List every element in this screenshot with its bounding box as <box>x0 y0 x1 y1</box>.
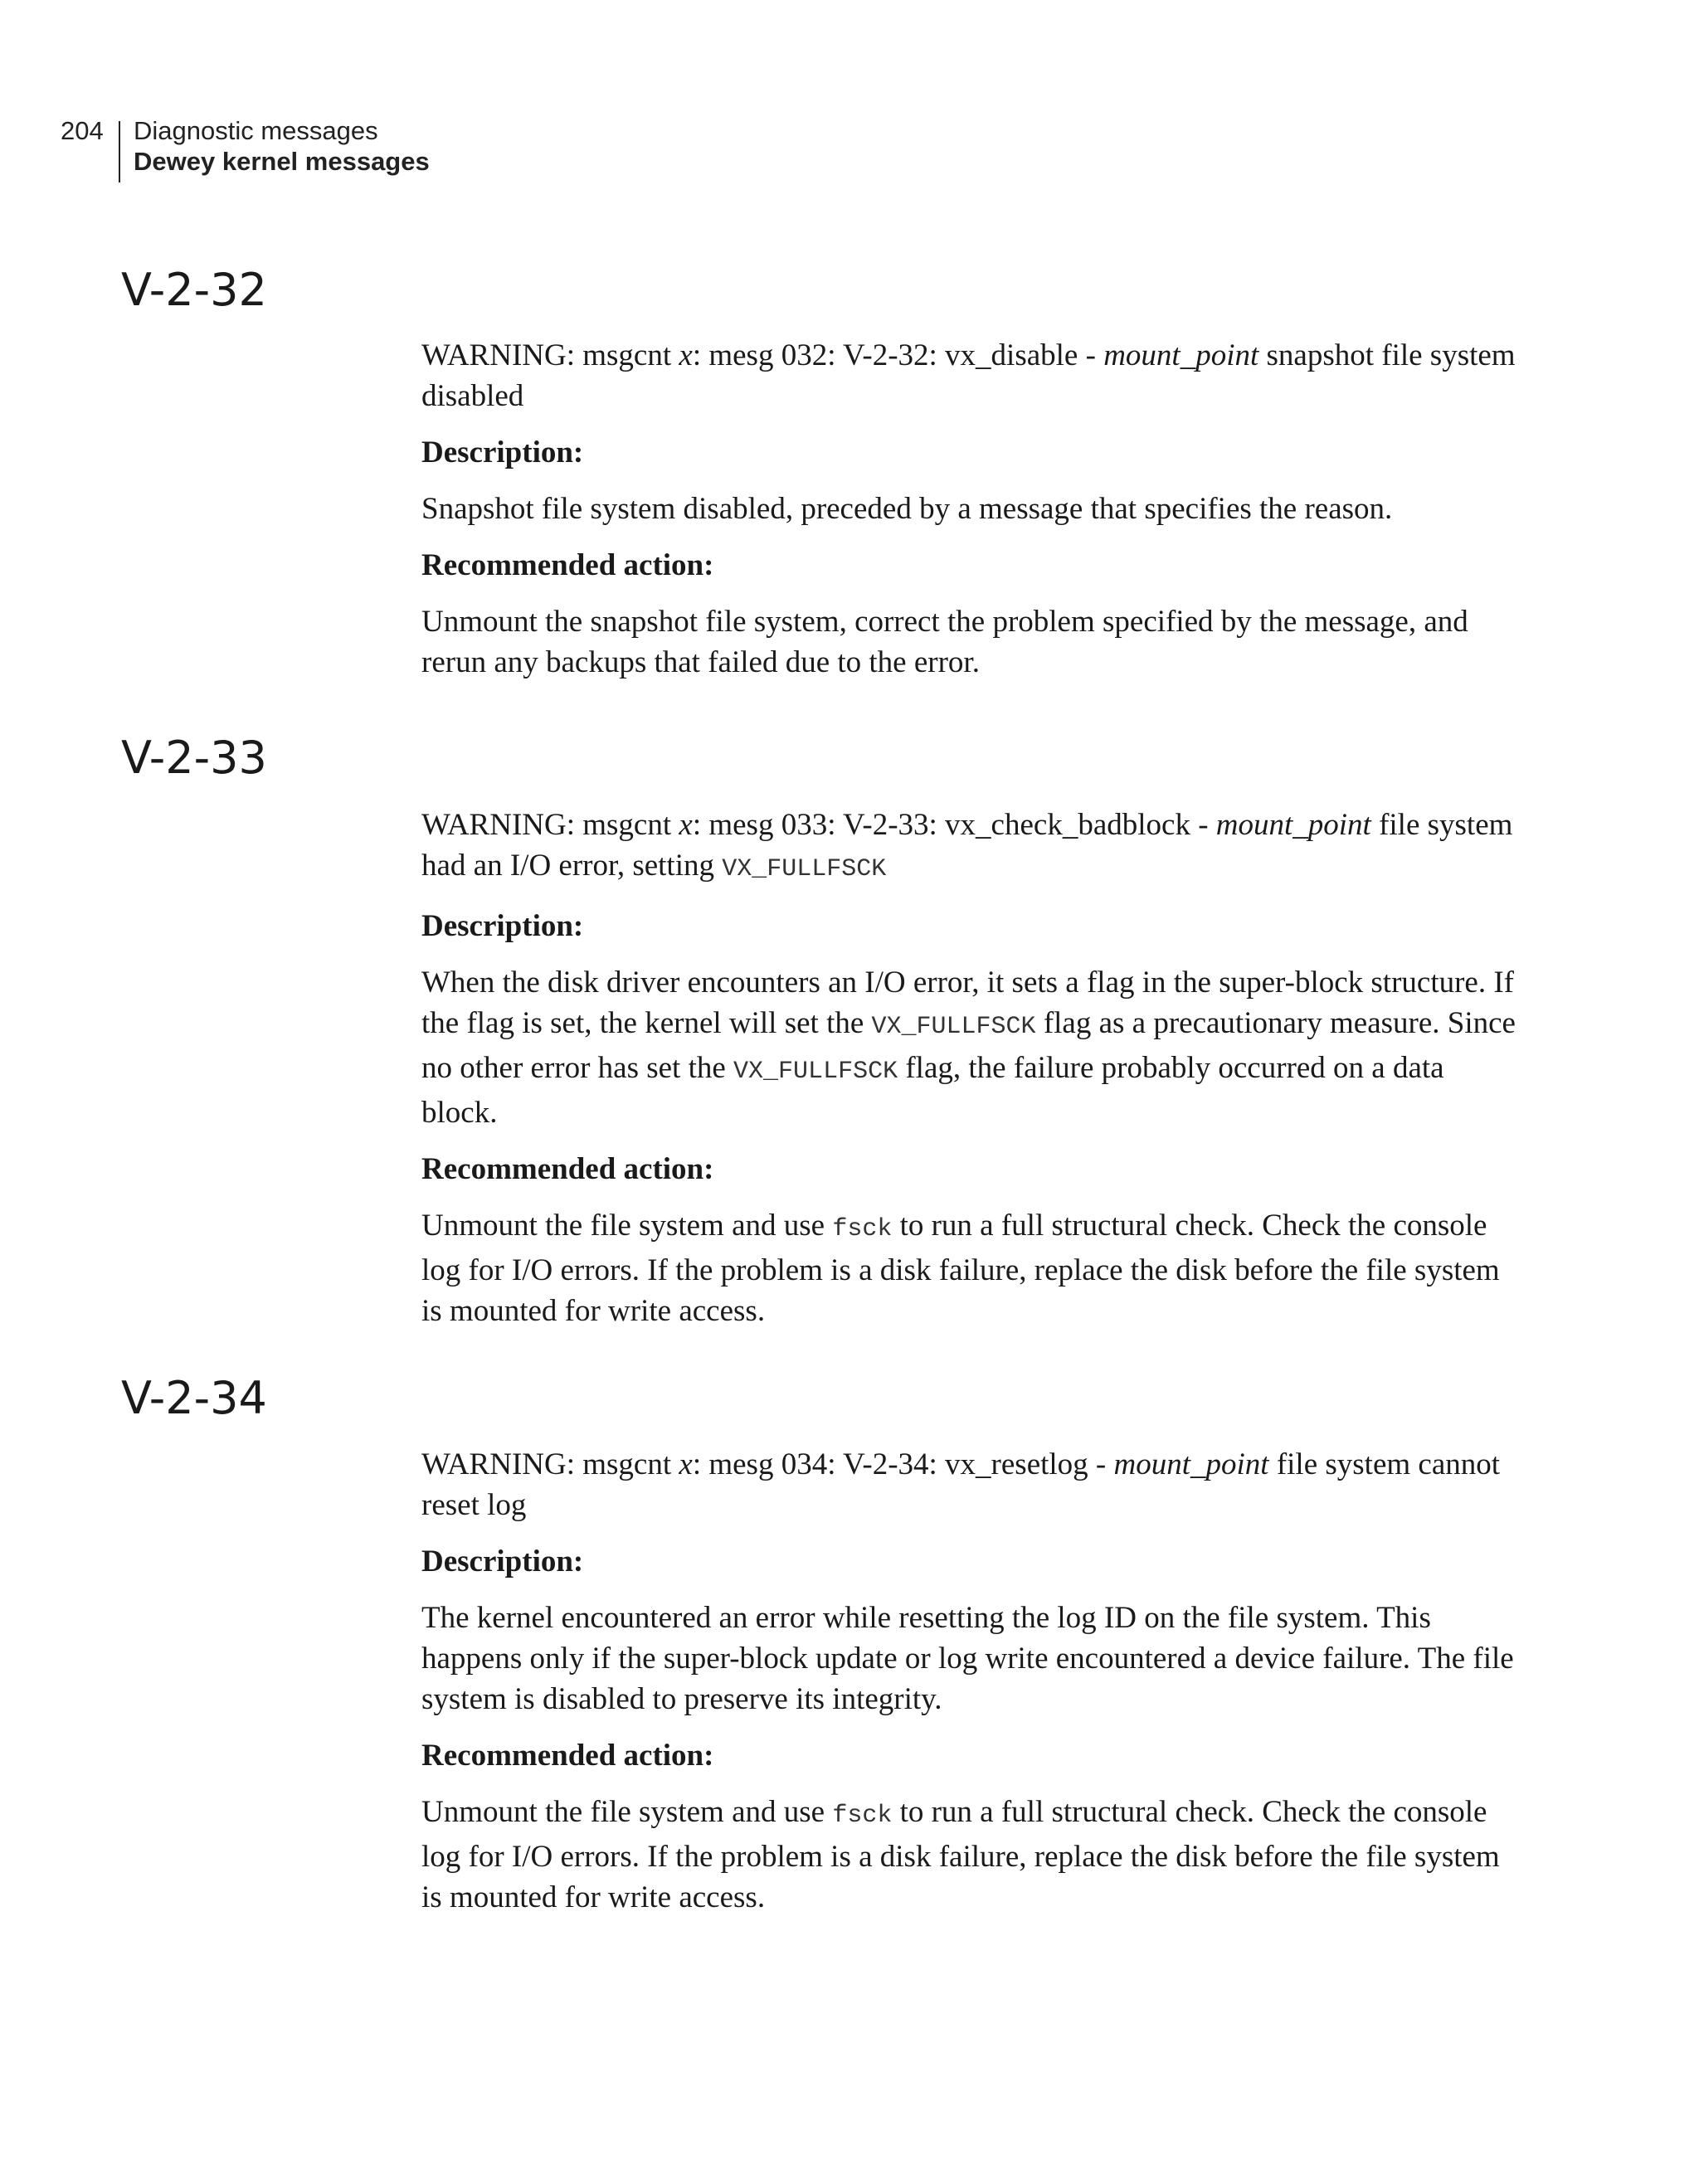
section-title: Dewey kernel messages <box>134 147 430 176</box>
description-text: Snapshot file system disabled, preceded by a message that specifies the reason. <box>421 492 1393 526</box>
description-text: The kernel encountered an error while resetting the log ID on the file system. This happens only if the super-block update or log write encountered a device failure. The file system is disabled to preserve its integrity. <box>421 1601 1514 1716</box>
description-label: Description: <box>421 909 584 943</box>
message-body-v-2-34 <box>421 1444 1516 1918</box>
code-flag: VX_FULLFSCK <box>722 855 887 883</box>
recommended-action-text: Unmount the file system and use fsck to run a full structural check. Check the console log for I/O errors. If the problem is a disk failure, replace the disk before the file system is mounted for write access. <box>421 1209 1500 1328</box>
recommended-action-label: Recommended action: <box>421 548 714 582</box>
header-divider <box>119 121 120 182</box>
description-label: Description: <box>421 435 584 469</box>
chapter-title: Diagnostic messages <box>134 116 378 145</box>
message-heading-v-2-33: V-2-33 <box>121 732 267 784</box>
message-heading-v-2-34: V-2-34 <box>121 1372 267 1424</box>
message-heading-v-2-32: V-2-32 <box>121 264 267 316</box>
warning-text: WARNING: msgcnt x: mesg 032: V-2-32: vx_disable - mount_point snapshot file system disabled <box>421 338 1516 413</box>
code-flag: VX_FULLFSCK <box>871 1013 1036 1041</box>
code-flag: VX_FULLFSCK <box>733 1058 898 1086</box>
recommended-action-text: Unmount the file system and use fsck to run a full structural check. Check the console log for I/O errors. If the problem is a disk failure, replace the disk before the file system is mounted for write access. <box>421 1795 1500 1914</box>
message-body-v-2-33 <box>421 805 1516 1331</box>
page-number: 204 <box>61 116 104 145</box>
description-text: When the disk driver encounters an I/O error, it sets a flag in the super-block structure. If the flag is set, the kernel will set the VX_FULLFSCK flag as a precautionary measure. Since no other error has set the VX_FULLFSCK flag, the failure probably occurred on a data block. <box>421 966 1516 1130</box>
code-command: fsck <box>832 1802 893 1830</box>
recommended-action-label: Recommended action: <box>421 1152 714 1186</box>
recommended-action-text: Unmount the snapshot file system, correct the problem specified by the message, and rerun any backups that failed due to the error. <box>421 605 1468 679</box>
warning-text: WARNING: msgcnt x: mesg 033: V-2-33: vx_check_badblock - mount_point file system had an I/O error, setting VX_FULLFSCK <box>421 808 1513 883</box>
description-label: Description: <box>421 1544 584 1578</box>
code-command: fsck <box>832 1215 893 1243</box>
warning-text: WARNING: msgcnt x: mesg 034: V-2-34: vx_resetlog - mount_point file system cannot reset log <box>421 1447 1501 1522</box>
message-body-v-2-32 <box>421 335 1516 683</box>
recommended-action-label: Recommended action: <box>421 1739 714 1773</box>
